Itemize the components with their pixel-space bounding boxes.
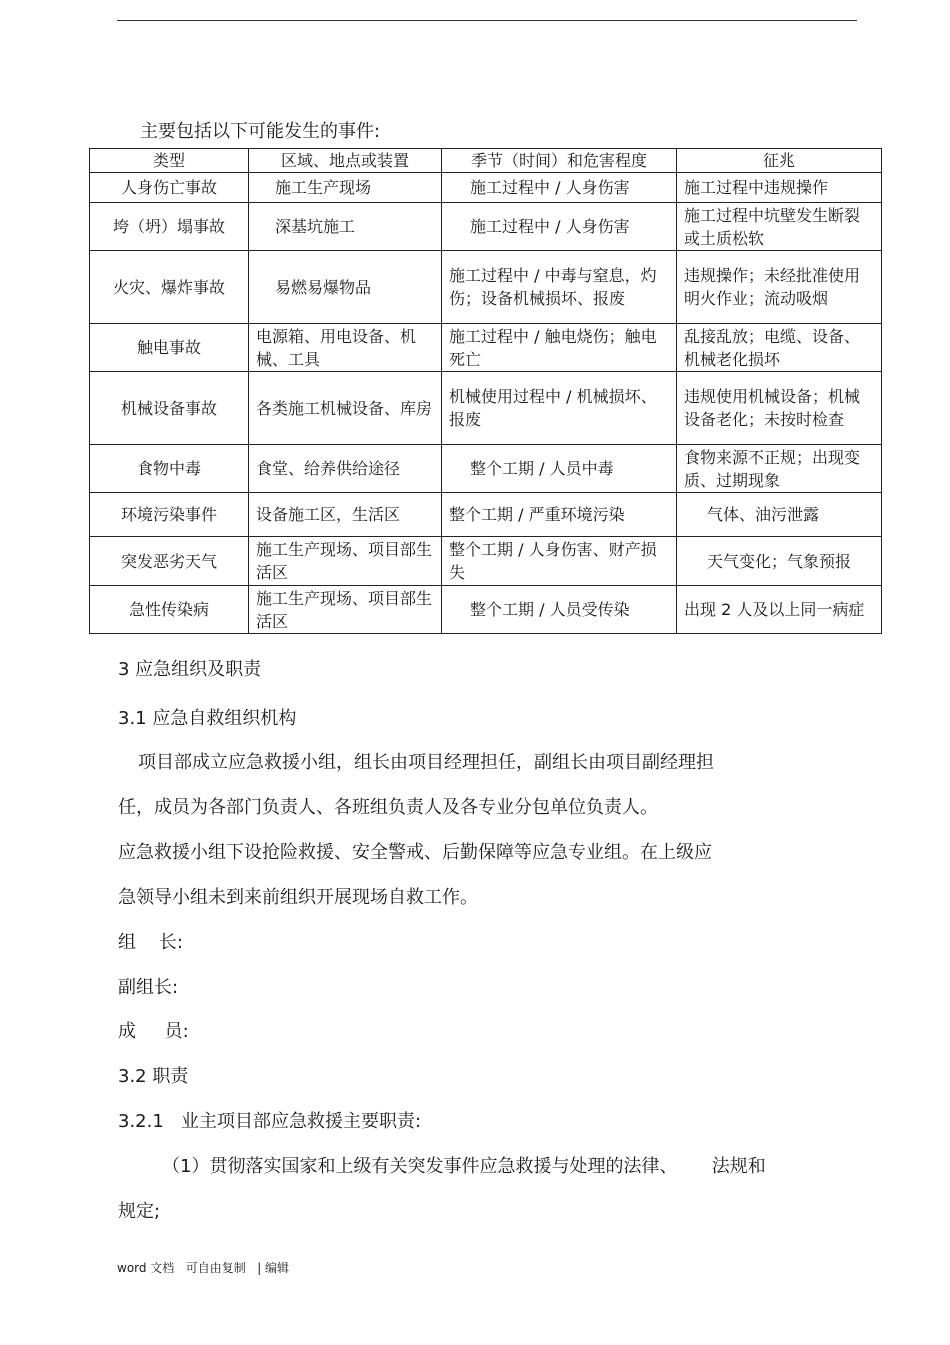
table-row [90,537,882,586]
table-header-row [90,149,882,173]
section-3-heading: 3 应急组织及职责 [118,659,262,680]
cell-location: 施工生产现场、项目部生活区 [249,586,442,634]
header-type: 类型 [90,149,249,173]
table-row [90,251,882,324]
cell-signs: 违规操作；未经批准使用明火作业；流动吸烟 [677,251,882,324]
cell-season: 整个工期 / 严重环境污染 [442,493,677,537]
cell-signs: 食物来源不正规；出现变质、过期现象 [677,445,882,493]
member-label: 成 员: [118,1021,189,1042]
cell-type: 触电事故 [90,324,249,372]
cell-location: 施工生产现场、项目部生活区 [249,537,442,586]
header-signs: 征兆 [677,149,882,173]
leader-label: 组 长: [118,932,183,953]
header-location: 区域、地点或装置 [249,149,442,173]
cell-type: 食物中毒 [90,445,249,493]
cell-season: 施工过程中 / 中毒与窒息，灼伤；设备机械损坏、报废 [442,251,677,324]
cell-type: 环境污染事件 [90,493,249,537]
cell-location: 设备施工区，生活区 [249,493,442,537]
cell-type: 火灾、爆炸事故 [90,251,249,324]
events-table [89,148,882,634]
table-row [90,203,882,251]
list-item-line: （1）贯彻落实国家和上级有关突发事件应急救援与处理的法律、 法规和 [162,1156,766,1177]
list-item-line: 规定; [118,1201,161,1222]
cell-type: 突发恶劣天气 [90,537,249,586]
header-season: 季节（时间）和危害程度 [442,149,677,173]
paragraph-line: 应急救援小组下设抢险救援、安全警戒、后勤保障等应急专业组。在上级应 [118,842,712,863]
cell-type: 急性传染病 [90,586,249,634]
cell-season: 整个工期 / 人员中毒 [442,445,677,493]
intro-text: 主要包括以下可能发生的事件: [140,121,381,142]
cell-location: 电源箱、用电设备、机械、工具 [249,324,442,372]
cell-signs: 违规使用机械设备；机械设备老化；未按时检查 [677,372,882,445]
table-row [90,372,882,445]
cell-signs: 出现 2 人及以上同一病症 [677,586,882,634]
paragraph-line: 任，成员为各部门负责人、各班组负责人及各专业分包单位负责人。 [118,797,658,818]
paragraph-line: 急领导小组未到来前组织开展现场自救工作。 [118,887,478,908]
cell-signs: 施工过程中坑壁发生断裂或土质松软 [677,203,882,251]
cell-signs: 气体、油污泄露 [677,493,882,537]
header-rule [117,20,857,21]
cell-season: 施工过程中 / 触电烧伤；触电死亡 [442,324,677,372]
cell-signs: 乱接乱放；电缆、设备、机械老化损坏 [677,324,882,372]
page-footer: word 文档 可自由复制 | 编辑 [117,1261,290,1275]
cell-season: 整个工期 / 人身伤害、财产损失 [442,537,677,586]
cell-type: 机械设备事故 [90,372,249,445]
cell-signs: 施工过程中违规操作 [677,173,882,203]
section-3-2-1-heading: 3.2.1 业主项目部应急救援主要职责: [118,1111,422,1132]
cell-type: 垮（坍）塌事故 [90,203,249,251]
section-3-2-heading: 3.2 职责 [118,1066,189,1087]
cell-location: 食堂、给养供给途径 [249,445,442,493]
cell-location: 深基坑施工 [249,203,442,251]
cell-location: 施工生产现场 [249,173,442,203]
cell-signs: 天气变化；气象预报 [677,537,882,586]
table-row [90,173,882,203]
table-row [90,586,882,634]
cell-season: 施工过程中 / 人身伤害 [442,203,677,251]
cell-location: 易燃易爆物品 [249,251,442,324]
table-row [90,493,882,537]
table-row [90,324,882,372]
cell-location: 各类施工机械设备、库房 [249,372,442,445]
cell-type: 人身伤亡事故 [90,173,249,203]
cell-season: 施工过程中 / 人身伤害 [442,173,677,203]
section-3-1-heading: 3.1 应急自救组织机构 [118,708,297,729]
table-row [90,445,882,493]
cell-season: 机械使用过程中 / 机械损坏、报废 [442,372,677,445]
paragraph-line: 项目部成立应急救援小组，组长由项目经理担任，副组长由项目副经理担 [138,752,714,773]
deputy-label: 副组长: [118,977,179,998]
cell-season: 整个工期 / 人员受传染 [442,586,677,634]
